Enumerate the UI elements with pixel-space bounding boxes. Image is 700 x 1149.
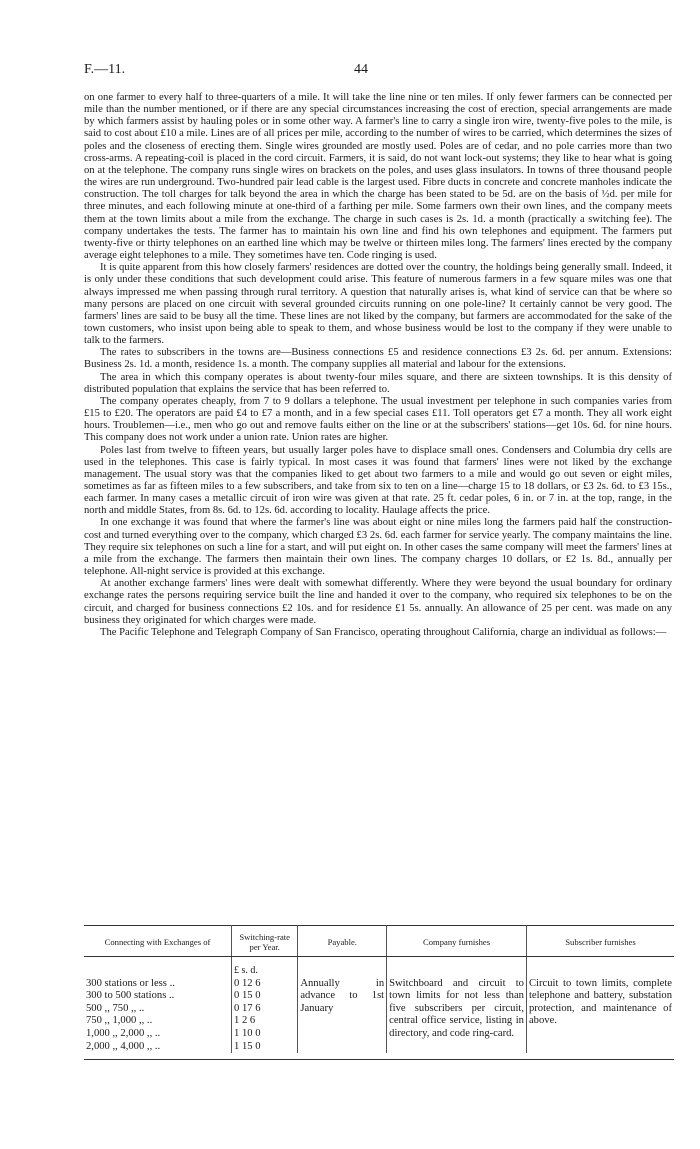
column-header: Switching-rate per Year.	[232, 926, 298, 957]
rates-table	[84, 925, 674, 1060]
table-row	[84, 978, 674, 1054]
paragraph: The Pacific Telephone and Telegraph Company of San Francisco, operating throughout California, charge an individual as follows:—	[100, 626, 667, 638]
page-number: 44	[354, 62, 368, 77]
column-header: Connecting with Exchanges of	[84, 926, 232, 957]
document-reference: F.—11.	[84, 62, 126, 77]
paragraph: At another exchange farmers' lines were dealt with somewhat differently. Where they were beyond the usual boundary for ordinary exchange rates the persons requiring service built the line and handed it over to the company, who required six telephones to be on the circuit, and charged for business connections £2 10s. and for residence £1 5s. annually. An allowance of 25 per cent. was made on any business they originated for which charges were made.	[84, 578, 672, 626]
paragraph: In one exchange it was found that where the farmer's line was about eight or nine miles long the farmers paid half the construction-cost and turned everything over to the company, which charged £3 2s. 6d. each farmer for service yearly. The company maintains the line. They require six telephones on such a line for a start, and will put eight on. In other cases the same company will meet the farmers' lines at a mile from the exchange. The farmers then maintain their own lines. The company charges 10 dollars, or £2 1s. 8d., annually per telephone. All-night service is provided at this exchange.	[84, 517, 672, 578]
exchange-range: 300 stations or less .. 300 to 500 stations .. 500 ,, 750 ,, .. 750 ,, 1,000 ,, .. 1,000 ,, 2,000 ,, .. 2,000 ,, 4,000 ,, ..	[86, 977, 175, 1052]
currency-units: £ s. d.	[232, 957, 298, 978]
column-header: Company furnishes	[387, 926, 527, 957]
body-text	[84, 92, 672, 639]
company-furnishes-cell: Switchboard and circuit to town limits for not less than five subscribers per circuit, central office service, listing in directory, and code ring-card.	[387, 978, 527, 1054]
column-header: Payable.	[298, 926, 387, 957]
paragraph: on one farmer to every half to three-quarters of a mile. It will take the line nine or ten miles. If only fewer farmers can be connected per mile than the number mentioned, or if there are any special circumstances increasing the cost of erection, special arrangements are made by which farmers assist by hauling poles or in some other way. A farmer's line to carry a single iron wire, twenty-five poles to the mile, is said to cost about £10 a mile. Lines are of all prices per mile, according to the number of wires to be carried, which determines the sizes of poles and the closeness of erecting them. Single wires grounded are mostly used. Poles are of cedar, and no pole carries more than two cross-arms. A repeating-coil is placed in the cord circuit. Farmers, it is said, do not want lock-out systems; they like to hear what is going on at the telephone. The company runs single wires on brackets on the poles, and uses glass insulators. In towns of three thousand people the wires are run underground. Two-hundred pair lead cable is the largest used. Fibre ducts in concrete and concrete manholes indicate the construction. The toll charges for talk beyond the area in which the charge has been stated to be 5d. are on the basis of ½d. per mile for three minutes, and each following minute at one-third of a farthing per mile. Some farmers own their own lines, and the company meets them at the town limits about a mile from the exchange. The charge in such cases is 2s. 1d. a month (practically a switching fee). The company undertakes the tests. The farmer has to maintain his own line and find his own telephones and equipment. The farmers put twenty-five or thirty telephones on an earthed line which may be twelve or thirteen miles long. The farmers' lines erected by the company average eight telephones to a mile. They sometimes have ten. Code ringing is used.	[84, 92, 672, 262]
units-row	[84, 957, 674, 978]
paragraph: The area in which this company operates is about twenty-four miles square, and there are sixteen townships. It is this density of distributed population that explains the service that has been referred to.	[84, 371, 672, 395]
column-header: Subscriber furnishes	[526, 926, 674, 957]
subscriber-furnishes-cell: Circuit to town limits, complete telephone and battery, substation protection, and maintenance of above.	[526, 978, 674, 1054]
paragraph: Poles last from twelve to fifteen years, but usually larger poles have to displace small ones. Condensers and Columbia dry cells are used in the telephones. This case is fairly typical. In most cases it was found that farmers' lines were not liked by the exchange management. The usual story was that the companies liked to get about two farmers to a mile and would go out seven or eight miles, sometimes as far as fifteen miles to a few subscribers, and take from six to ten on a line—charge 15 to 18 dollars, or £3 2s. 6d. to £3 15s., each farmer. In many cases a metallic circuit of iron wire was given at that rate. 25 ft. cedar poles, 6 in. or 7 in. at the top, range, in the north and middle States, from 8s. 6d. to 12s. 6d. according to locality. Haulage affects the price.	[84, 444, 672, 517]
payable-cell: Annually in advance to 1st January	[298, 978, 387, 1054]
paragraph: The company operates cheaply, from 7 to 9 dollars a telephone. The usual investment per telephone in such companies varies from £15 to £20. The operators are paid £4 to £7 a month, and in a few special cases £11. Toll operators get £7 a month. They all work eight hours. Troublemen—i.e., men who go out and remove faults either on the line or at the subscribers' stations—get 10s. 6d. for nine hours. This company does not work under a union rate. Union rates are higher.	[84, 395, 672, 444]
switching-rate: 0 12 6 0 15 0 0 17 6 1 2 6 1 10 0 1 15 0	[232, 978, 298, 1054]
table-header-row	[84, 926, 674, 957]
page-header	[84, 62, 660, 82]
paragraph: The rates to subscribers in the towns are—Business connections £5 and residence connections £3 2s. 6d. per annum. Extensions: Business 2s. 1d. a month, residence 1s. a month. The company supplies all material and labour for the extensions.	[84, 347, 672, 371]
paragraph: It is quite apparent from this how closely farmers' residences are dotted over the country, the holdings being generally small. Indeed, it is only under these conditions that such development could arise. This feature of numerous farmers in a few square miles was one that always impressed me when passing through rural territory. A question that naturally arises is, what kind of service can that be where so many persons are placed on one circuit with several grounded circuits running on one pole-line? It certainly cannot be very good. The farmers' lines are said to be busy all the time. These lines are not liked by the company, but farmers are accommodated for the sake of the town customers, who insist upon being able to speak to them, and whose business would be lost to the company if they were unable to talk to the farmers.	[84, 262, 672, 347]
